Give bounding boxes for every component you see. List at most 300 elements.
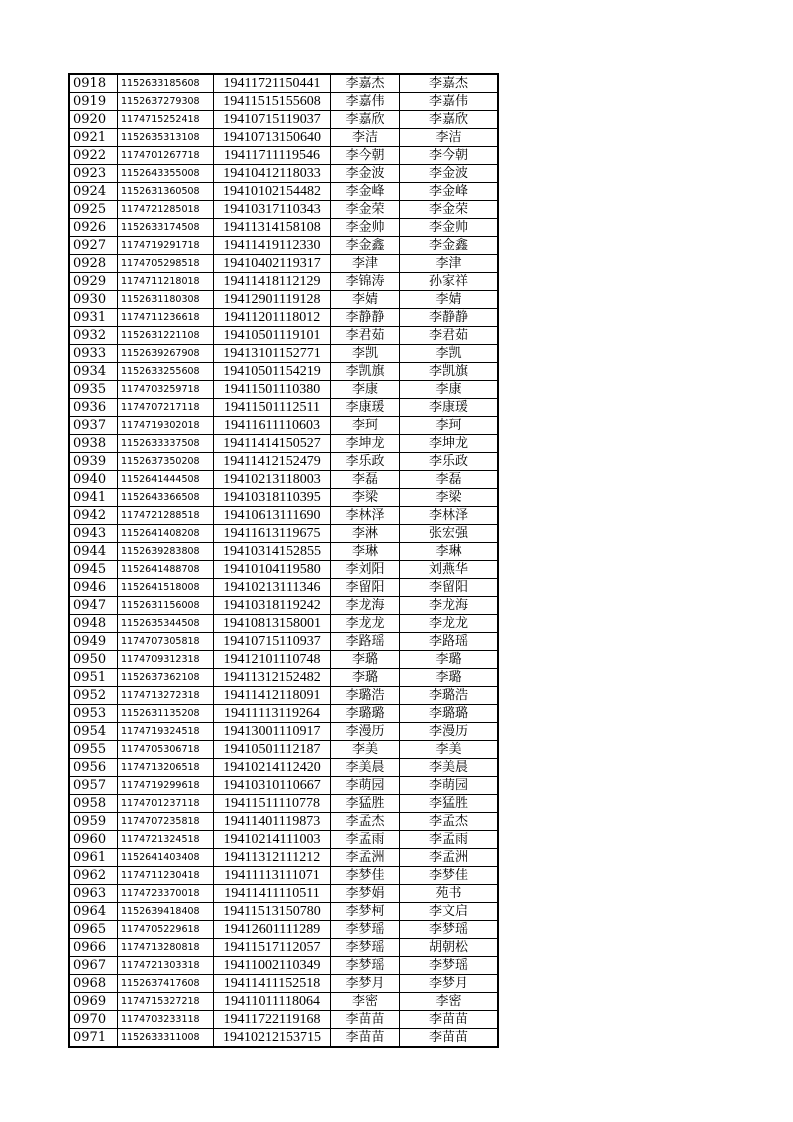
confirmed-name-cell: 李洁 — [400, 129, 499, 147]
confirmed-name-cell: 李璐 — [400, 651, 499, 669]
confirmed-name-cell: 李文启 — [400, 903, 499, 921]
table-row — [69, 813, 498, 831]
confirmed-name-cell: 李孟雨 — [400, 831, 499, 849]
candidate-code-cell: 1152637362108 — [118, 669, 214, 687]
confirmed-name-cell: 苑书 — [400, 885, 499, 903]
confirmed-name-cell: 张宏强 — [400, 525, 499, 543]
id-number-cell: 19411613119675 — [214, 525, 331, 543]
candidate-code-cell: 1174719291718 — [118, 237, 214, 255]
candidate-code-cell: 1174701267718 — [118, 147, 214, 165]
candidate-code-cell: 1174705229618 — [118, 921, 214, 939]
candidate-code-cell: 1152637279308 — [118, 93, 214, 111]
confirmed-name-cell: 李琳 — [400, 543, 499, 561]
confirmed-name-cell: 李凯 — [400, 345, 499, 363]
id-number-cell: 19410412118033 — [214, 165, 331, 183]
row-number-cell: 0946 — [69, 579, 118, 597]
table-row — [69, 345, 498, 363]
row-number-cell: 0954 — [69, 723, 118, 741]
registered-name-cell: 李梦月 — [331, 975, 400, 993]
id-number-cell: 19411418112129 — [214, 273, 331, 291]
candidate-code-cell: 1152641444508 — [118, 471, 214, 489]
row-number-cell: 0919 — [69, 93, 118, 111]
row-number-cell: 0930 — [69, 291, 118, 309]
registered-name-cell: 李津 — [331, 255, 400, 273]
registered-name-cell: 李美晨 — [331, 759, 400, 777]
table-row — [69, 975, 498, 993]
confirmed-name-cell: 李嘉伟 — [400, 93, 499, 111]
id-number-cell: 19410317110343 — [214, 201, 331, 219]
table-row — [69, 93, 498, 111]
registered-name-cell: 李苗苗 — [331, 1029, 400, 1048]
row-number-cell: 0966 — [69, 939, 118, 957]
row-number-cell: 0950 — [69, 651, 118, 669]
id-number-cell: 19411113111071 — [214, 867, 331, 885]
candidate-code-cell: 1174713206518 — [118, 759, 214, 777]
id-number-cell: 19410715110937 — [214, 633, 331, 651]
candidate-code-cell: 1152639418408 — [118, 903, 214, 921]
registered-name-cell: 李君茹 — [331, 327, 400, 345]
table-row — [69, 957, 498, 975]
confirmed-name-cell: 李凯旗 — [400, 363, 499, 381]
confirmed-name-cell: 刘燕华 — [400, 561, 499, 579]
table-row — [69, 525, 498, 543]
id-number-cell: 19412901119128 — [214, 291, 331, 309]
id-number-cell: 19411515155608 — [214, 93, 331, 111]
candidate-code-cell: 1174705306718 — [118, 741, 214, 759]
candidate-code-cell: 1152633185608 — [118, 74, 214, 93]
id-number-cell: 19411501110380 — [214, 381, 331, 399]
confirmed-name-cell: 李金荣 — [400, 201, 499, 219]
registered-name-cell: 李孟雨 — [331, 831, 400, 849]
registered-name-cell: 李金峰 — [331, 183, 400, 201]
registered-name-cell: 李磊 — [331, 471, 400, 489]
confirmed-name-cell: 李珂 — [400, 417, 499, 435]
registered-name-cell: 李留阳 — [331, 579, 400, 597]
confirmed-name-cell: 李璐璐 — [400, 705, 499, 723]
candidate-code-cell: 1152643366508 — [118, 489, 214, 507]
table-row — [69, 183, 498, 201]
table-row — [69, 885, 498, 903]
registered-name-cell: 李猛胜 — [331, 795, 400, 813]
table-row — [69, 219, 498, 237]
candidate-code-cell: 1174711218018 — [118, 273, 214, 291]
confirmed-name-cell: 李漫历 — [400, 723, 499, 741]
candidate-code-cell: 1174721285018 — [118, 201, 214, 219]
row-number-cell: 0942 — [69, 507, 118, 525]
confirmed-name-cell: 李苗苗 — [400, 1029, 499, 1048]
table-row — [69, 74, 498, 93]
confirmed-name-cell: 李梦月 — [400, 975, 499, 993]
candidate-code-cell: 1152635344508 — [118, 615, 214, 633]
row-number-cell: 0965 — [69, 921, 118, 939]
registered-name-cell: 李金荣 — [331, 201, 400, 219]
candidate-code-cell: 1174707305818 — [118, 633, 214, 651]
table-row — [69, 327, 498, 345]
table-row — [69, 921, 498, 939]
candidate-code-cell: 1174711236618 — [118, 309, 214, 327]
registered-name-cell: 李金帅 — [331, 219, 400, 237]
table-row — [69, 849, 498, 867]
table-row — [69, 939, 498, 957]
registered-name-cell: 李凯旗 — [331, 363, 400, 381]
confirmed-name-cell: 李梦瑶 — [400, 957, 499, 975]
table-row — [69, 237, 498, 255]
table-row — [69, 507, 498, 525]
id-number-cell: 19411412118091 — [214, 687, 331, 705]
registered-name-cell: 李凯 — [331, 345, 400, 363]
table-row — [69, 309, 498, 327]
table-row — [69, 777, 498, 795]
table-row — [69, 633, 498, 651]
row-number-cell: 0947 — [69, 597, 118, 615]
candidate-code-cell: 1152631360508 — [118, 183, 214, 201]
data-sheet — [68, 73, 499, 1048]
table-row — [69, 363, 498, 381]
row-number-cell: 0945 — [69, 561, 118, 579]
row-number-cell: 0929 — [69, 273, 118, 291]
table-row — [69, 579, 498, 597]
candidate-code-cell: 1174721288518 — [118, 507, 214, 525]
id-number-cell: 19411722119168 — [214, 1011, 331, 1029]
table-row — [69, 903, 498, 921]
id-number-cell: 19410501112187 — [214, 741, 331, 759]
candidate-code-cell: 1174715327218 — [118, 993, 214, 1011]
table-row — [69, 687, 498, 705]
table-row — [69, 561, 498, 579]
table-row — [69, 795, 498, 813]
id-number-cell: 19412601111289 — [214, 921, 331, 939]
confirmed-name-cell: 李猛胜 — [400, 795, 499, 813]
candidate-code-cell: 1174701237118 — [118, 795, 214, 813]
id-number-cell: 19410212153715 — [214, 1029, 331, 1048]
confirmed-name-cell: 李苗苗 — [400, 1011, 499, 1029]
id-number-cell: 19411011118064 — [214, 993, 331, 1011]
registered-name-cell: 李龙海 — [331, 597, 400, 615]
registered-name-cell: 李璐 — [331, 669, 400, 687]
table-row — [69, 489, 498, 507]
row-number-cell: 0944 — [69, 543, 118, 561]
id-number-cell: 19410813158001 — [214, 615, 331, 633]
confirmed-name-cell: 李梁 — [400, 489, 499, 507]
row-number-cell: 0923 — [69, 165, 118, 183]
registered-name-cell: 李康瑗 — [331, 399, 400, 417]
table-row — [69, 993, 498, 1011]
candidate-code-cell: 1152641518008 — [118, 579, 214, 597]
registered-name-cell: 李梦佳 — [331, 867, 400, 885]
confirmed-name-cell: 李乐政 — [400, 453, 499, 471]
id-number-cell: 19410310110667 — [214, 777, 331, 795]
confirmed-name-cell: 李龙龙 — [400, 615, 499, 633]
candidate-code-cell: 1174719302018 — [118, 417, 214, 435]
confirmed-name-cell: 李磊 — [400, 471, 499, 489]
candidate-code-cell: 1152639267908 — [118, 345, 214, 363]
id-number-cell: 19410214111003 — [214, 831, 331, 849]
row-number-cell: 0932 — [69, 327, 118, 345]
candidate-code-cell: 1152631180308 — [118, 291, 214, 309]
table-row — [69, 111, 498, 129]
table-row — [69, 147, 498, 165]
table-row — [69, 615, 498, 633]
confirmed-name-cell: 李林泽 — [400, 507, 499, 525]
candidate-code-cell: 1152631221108 — [118, 327, 214, 345]
row-number-cell: 0961 — [69, 849, 118, 867]
table-row — [69, 597, 498, 615]
registered-name-cell: 李梦瑶 — [331, 921, 400, 939]
registered-name-cell: 李静静 — [331, 309, 400, 327]
row-number-cell: 0933 — [69, 345, 118, 363]
id-number-cell: 19411513150780 — [214, 903, 331, 921]
id-number-cell: 19411511110778 — [214, 795, 331, 813]
registered-name-cell: 李嘉杰 — [331, 74, 400, 93]
table-row — [69, 399, 498, 417]
row-number-cell: 0962 — [69, 867, 118, 885]
row-number-cell: 0924 — [69, 183, 118, 201]
row-number-cell: 0964 — [69, 903, 118, 921]
confirmed-name-cell: 李龙海 — [400, 597, 499, 615]
registered-name-cell: 李萌园 — [331, 777, 400, 795]
confirmed-name-cell: 李嘉欣 — [400, 111, 499, 129]
registered-name-cell: 李刘阳 — [331, 561, 400, 579]
confirmed-name-cell: 李萌园 — [400, 777, 499, 795]
table-row — [69, 831, 498, 849]
id-number-cell: 19410214112420 — [214, 759, 331, 777]
row-number-cell: 0968 — [69, 975, 118, 993]
candidate-code-cell: 1152641403408 — [118, 849, 214, 867]
candidate-code-cell: 1152637417608 — [118, 975, 214, 993]
table-row — [69, 723, 498, 741]
registered-name-cell: 李美 — [331, 741, 400, 759]
row-number-cell: 0927 — [69, 237, 118, 255]
roster-table — [68, 73, 499, 1048]
id-number-cell: 19411411152518 — [214, 975, 331, 993]
table-row — [69, 1011, 498, 1029]
confirmed-name-cell: 李津 — [400, 255, 499, 273]
id-number-cell: 19411412152479 — [214, 453, 331, 471]
registered-name-cell: 李嘉欣 — [331, 111, 400, 129]
id-number-cell: 19411312152482 — [214, 669, 331, 687]
row-number-cell: 0939 — [69, 453, 118, 471]
table-row — [69, 165, 498, 183]
registered-name-cell: 李珂 — [331, 417, 400, 435]
row-number-cell: 0956 — [69, 759, 118, 777]
candidate-code-cell: 1174719299618 — [118, 777, 214, 795]
registered-name-cell: 李婧 — [331, 291, 400, 309]
candidate-code-cell: 1152633174508 — [118, 219, 214, 237]
row-number-cell: 0918 — [69, 74, 118, 93]
row-number-cell: 0928 — [69, 255, 118, 273]
table-row — [69, 543, 498, 561]
registered-name-cell: 李金鑫 — [331, 237, 400, 255]
id-number-cell: 19410213111346 — [214, 579, 331, 597]
id-number-cell: 19411517112057 — [214, 939, 331, 957]
confirmed-name-cell: 李梦瑶 — [400, 921, 499, 939]
candidate-code-cell: 1152631156008 — [118, 597, 214, 615]
candidate-code-cell: 1152633337508 — [118, 435, 214, 453]
row-number-cell: 0953 — [69, 705, 118, 723]
row-number-cell: 0971 — [69, 1029, 118, 1048]
confirmed-name-cell: 李留阳 — [400, 579, 499, 597]
id-number-cell: 19413001110917 — [214, 723, 331, 741]
confirmed-name-cell: 李康瑗 — [400, 399, 499, 417]
candidate-code-cell: 1152643355008 — [118, 165, 214, 183]
registered-name-cell: 李梦柯 — [331, 903, 400, 921]
confirmed-name-cell: 胡朝松 — [400, 939, 499, 957]
id-number-cell: 19411501112511 — [214, 399, 331, 417]
confirmed-name-cell: 李康 — [400, 381, 499, 399]
candidate-code-cell: 1174711230418 — [118, 867, 214, 885]
id-number-cell: 19411711119546 — [214, 147, 331, 165]
candidate-code-cell: 1174719324518 — [118, 723, 214, 741]
row-number-cell: 0957 — [69, 777, 118, 795]
row-number-cell: 0949 — [69, 633, 118, 651]
registered-name-cell: 李苗苗 — [331, 1011, 400, 1029]
row-number-cell: 0934 — [69, 363, 118, 381]
registered-name-cell: 李今朝 — [331, 147, 400, 165]
id-number-cell: 19410213118003 — [214, 471, 331, 489]
registered-name-cell: 李梦瑶 — [331, 939, 400, 957]
table-row — [69, 255, 498, 273]
row-number-cell: 0970 — [69, 1011, 118, 1029]
registered-name-cell: 李金波 — [331, 165, 400, 183]
confirmed-name-cell: 李今朝 — [400, 147, 499, 165]
confirmed-name-cell: 李璐浩 — [400, 687, 499, 705]
row-number-cell: 0926 — [69, 219, 118, 237]
registered-name-cell: 李璐 — [331, 651, 400, 669]
registered-name-cell: 李琳 — [331, 543, 400, 561]
table-row — [69, 381, 498, 399]
row-number-cell: 0958 — [69, 795, 118, 813]
candidate-code-cell: 1174713272318 — [118, 687, 214, 705]
registered-name-cell: 李漫历 — [331, 723, 400, 741]
confirmed-name-cell: 李金鑫 — [400, 237, 499, 255]
id-number-cell: 19410501119101 — [214, 327, 331, 345]
table-row — [69, 471, 498, 489]
candidate-code-cell: 1152633311008 — [118, 1029, 214, 1048]
confirmed-name-cell: 李金峰 — [400, 183, 499, 201]
id-number-cell: 19411419112330 — [214, 237, 331, 255]
candidate-code-cell: 1152635313108 — [118, 129, 214, 147]
candidate-code-cell: 1174721324518 — [118, 831, 214, 849]
id-number-cell: 19410314152855 — [214, 543, 331, 561]
row-number-cell: 0959 — [69, 813, 118, 831]
id-number-cell: 19410104119580 — [214, 561, 331, 579]
table-row — [69, 273, 498, 291]
row-number-cell: 0948 — [69, 615, 118, 633]
id-number-cell: 19410318110395 — [214, 489, 331, 507]
id-number-cell: 19411411110511 — [214, 885, 331, 903]
confirmed-name-cell: 李美 — [400, 741, 499, 759]
candidate-code-cell: 1174705298518 — [118, 255, 214, 273]
confirmed-name-cell: 李坤龙 — [400, 435, 499, 453]
candidate-code-cell: 1152631135208 — [118, 705, 214, 723]
id-number-cell: 19410715119037 — [214, 111, 331, 129]
table-row — [69, 435, 498, 453]
candidate-code-cell: 1174713280818 — [118, 939, 214, 957]
table-row — [69, 201, 498, 219]
registered-name-cell: 李梁 — [331, 489, 400, 507]
candidate-code-cell: 1174709312318 — [118, 651, 214, 669]
table-row — [69, 1029, 498, 1048]
row-number-cell: 0943 — [69, 525, 118, 543]
candidate-code-cell: 1174707235818 — [118, 813, 214, 831]
id-number-cell: 19412101110748 — [214, 651, 331, 669]
registered-name-cell: 李康 — [331, 381, 400, 399]
id-number-cell: 19410102154482 — [214, 183, 331, 201]
registered-name-cell: 李孟洲 — [331, 849, 400, 867]
row-number-cell: 0955 — [69, 741, 118, 759]
confirmed-name-cell: 李密 — [400, 993, 499, 1011]
table-row — [69, 453, 498, 471]
registered-name-cell: 李璐浩 — [331, 687, 400, 705]
candidate-code-cell: 1152633255608 — [118, 363, 214, 381]
table-row — [69, 291, 498, 309]
candidate-code-cell: 1152637350208 — [118, 453, 214, 471]
row-number-cell: 0935 — [69, 381, 118, 399]
registered-name-cell: 李密 — [331, 993, 400, 1011]
candidate-code-cell: 1174703259718 — [118, 381, 214, 399]
id-number-cell: 19411201118012 — [214, 309, 331, 327]
row-number-cell: 0925 — [69, 201, 118, 219]
id-number-cell: 19411002110349 — [214, 957, 331, 975]
row-number-cell: 0963 — [69, 885, 118, 903]
id-number-cell: 19413101152771 — [214, 345, 331, 363]
registered-name-cell: 李洁 — [331, 129, 400, 147]
id-number-cell: 19410402119317 — [214, 255, 331, 273]
table-row — [69, 741, 498, 759]
table-row — [69, 867, 498, 885]
row-number-cell: 0967 — [69, 957, 118, 975]
confirmed-name-cell: 李金帅 — [400, 219, 499, 237]
row-number-cell: 0960 — [69, 831, 118, 849]
candidate-code-cell: 1174723370018 — [118, 885, 214, 903]
registered-name-cell: 李龙龙 — [331, 615, 400, 633]
registered-name-cell: 李路瑶 — [331, 633, 400, 651]
registered-name-cell: 李嘉伟 — [331, 93, 400, 111]
row-number-cell: 0940 — [69, 471, 118, 489]
id-number-cell: 19411401119873 — [214, 813, 331, 831]
id-number-cell: 19411414150527 — [214, 435, 331, 453]
registered-name-cell: 李孟杰 — [331, 813, 400, 831]
id-number-cell: 19411721150441 — [214, 74, 331, 93]
confirmed-name-cell: 李孟杰 — [400, 813, 499, 831]
id-number-cell: 19411312111212 — [214, 849, 331, 867]
id-number-cell: 19410318119242 — [214, 597, 331, 615]
table-row — [69, 129, 498, 147]
table-row — [69, 669, 498, 687]
confirmed-name-cell: 李君茹 — [400, 327, 499, 345]
id-number-cell: 19410501154219 — [214, 363, 331, 381]
confirmed-name-cell: 李婧 — [400, 291, 499, 309]
table-row — [69, 417, 498, 435]
table-row — [69, 759, 498, 777]
row-number-cell: 0920 — [69, 111, 118, 129]
id-number-cell: 19410613111690 — [214, 507, 331, 525]
id-number-cell: 19411314158108 — [214, 219, 331, 237]
row-number-cell: 0952 — [69, 687, 118, 705]
registered-name-cell: 李乐政 — [331, 453, 400, 471]
confirmed-name-cell: 李梦佳 — [400, 867, 499, 885]
confirmed-name-cell: 李静静 — [400, 309, 499, 327]
confirmed-name-cell: 李金波 — [400, 165, 499, 183]
roster-table-body — [69, 74, 498, 1047]
candidate-code-cell: 1174715252418 — [118, 111, 214, 129]
id-number-cell: 19411611110603 — [214, 417, 331, 435]
row-number-cell: 0941 — [69, 489, 118, 507]
candidate-code-cell: 1174703233118 — [118, 1011, 214, 1029]
row-number-cell: 0931 — [69, 309, 118, 327]
registered-name-cell: 李淋 — [331, 525, 400, 543]
row-number-cell: 0969 — [69, 993, 118, 1011]
